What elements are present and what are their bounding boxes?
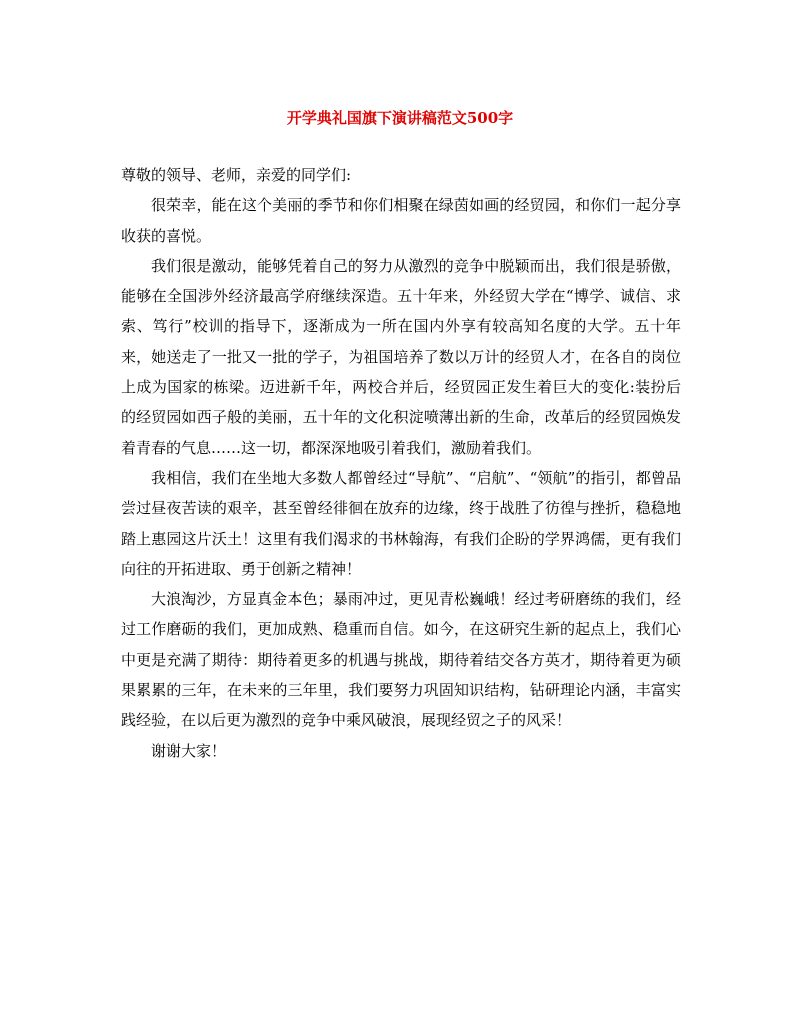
closing-paragraph: 谢谢大家！ — [151, 741, 227, 760]
document-body — [121, 160, 681, 766]
paragraph-3: 我相信，我们在坐地大多数人都曾经过“导航”、“启航”、“领航”的指引，都曾品尝过昼夜苦读的艰辛，甚至曾经徘徊在放弃的边缘，终于战胜了彷徨与挫折，稳稳地踏上惠园这片沃土！这里有我们渴求的书林翰海，有我们企盼的学界鸿儒，更有我们向往的开拓进取、勇于创新之精神！ — [121, 468, 681, 578]
salutation: 尊敬的领导、老师，亲爱的同学们: — [121, 166, 352, 184]
document-title: 开学典礼国旗下演讲稿范文500字 — [286, 109, 514, 127]
paragraph-4: 大浪淘沙，方显真金本色；暴雨冲过，更见青松巍峨！经过考研磨练的我们，经过工作磨砺的我们，更加成熟、稳重而自信。如今，在这研究生新的起点上，我们心中更是充满了期待：期待着更多的机遇与挑战，期待着结交各方英才，期待着更为硕果累累的三年，在未来的三年里，我们要努力巩固知识结构，钻研理论内涵，丰富实践经验，在以后更为激烈的竞争中乘风破浪，展现经贸之子的风采！ — [121, 590, 681, 730]
paragraph-1: 很荣幸，能在这个美丽的季节和你们相聚在绿茵如画的经贸园，和你们一起分享收获的喜悦。 — [121, 196, 681, 245]
paragraph-2: 我们很是激动，能够凭着自己的努力从激烈的竞争中脱颖而出，我们很是骄傲，能够在全国涉外经济最高学府继续深造。五十年来，外经贸大学在“博学、诚信、求索、笃行”校训的指导下，逐渐成为一所在国内外享有较高知名度的大学。五十年来，她送走了一批又一批的学子，为祖国培养了数以万计的经贸人才，在各自的岗位上成为国家的栋梁。迈进新千年，两校合并后，经贸园正发生着巨大的变化:装扮后的经贸园如西子般的美丽，五十年的文化积淀喷薄出新的生命，改革后的经贸园焕发着青春的气息……这一切，都深深地吸引着我们，激励着我们。 — [121, 256, 681, 457]
